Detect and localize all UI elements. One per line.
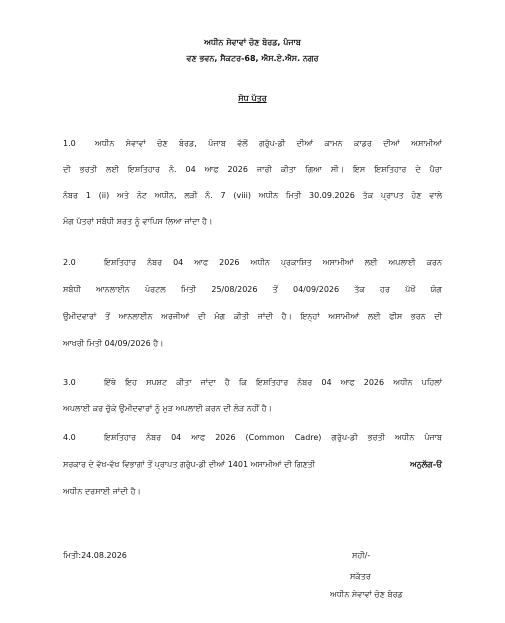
document-title-text: ਸੋਧ ਪੱਤਰ <box>238 94 267 103</box>
board-address-heading: ਵਣ ਭਵਨ, ਸੈਕਟਰ-68, ਐਸ.ਏ.ਐਸ. ਨਗਰ <box>186 54 319 63</box>
signatory-office: ਅਧੀਨ ਸੇਵਾਵਾਂ ਚੋਣ ਬੋਰਡ <box>330 590 403 599</box>
paragraph-3-line-2: ਅਪਲਾਈ ਕਰ ਚੁੱਕੇ ਉਮੀਦਵਾਰਾਂ ਨੂੰ ਮੁੜ ਅਪਲਾਈ ਕਰਨ ਦੀ ਲੋੜ ਨਹੀਂ ਹੈ। <box>63 404 272 413</box>
paragraph-1-number: 1.0 <box>63 139 76 148</box>
issue-date: ਮਿਤੀ:24.08.2026 <box>63 551 127 560</box>
paragraph-2-line-1: ਇਸ਼ਤਿਹਾਰ ਨੰਬਰ 04 ਆਫ 2026 ਅਧੀਨ ਪ੍ਰਕਾਸ਼ਿਤ ਅਸਾਮੀਆਂ ਲਈ ਅਪਲਾਈ ਕਰਨ <box>104 258 442 267</box>
paragraph-4-line-2-text: ਸਰਕਾਰ ਦੇ ਵੱਖ-ਵੱਖ ਵਿਭਾਗਾਂ ਤੋਂ ਪ੍ਰਾਪਤ ਗਰੁੱਪ-ਡੀ ਦੀਆਂ 1401 ਅਸਾਮੀਆਂ ਦੀ ਗਿਣਤੀ <box>63 460 316 469</box>
signatory-designation: ਸਕੱਤਰ <box>350 572 371 581</box>
paragraph-2-line-4: ਆਖਰੀ ਮਿਤੀ 04/09/2026 ਹੈ। <box>63 339 164 348</box>
paragraph-4-line-1: ਇਸ਼ਤਿਹਾਰ ਨੰਬਰ 04 ਆਫ 2026 (Common Cadre) ਗਰੁੱਪ-ਡੀ ਭਰਤੀ ਅਧੀਨ ਪੰਜਾਬ <box>104 433 442 442</box>
paragraph-1-line-2: ਦੀ ਭਰਤੀ ਲਈ ਇਸ਼ਤਿਹਾਰ ਨੰ. 04 ਆਫ 2026 ਜਾਰੀ ਕੀਤਾ ਗਿਆ ਸੀ। ਇਸ ਇਸ਼ਤਿਹਾਰ ਦੇ ਪੈਰਾ <box>63 165 442 174</box>
paragraph-1-line-1: ਅਧੀਨ ਸੇਵਾਵਾਂ ਚੋਣ ਬੋਰਡ, ਪੰਜਾਬ ਵੱਲੋਂ ਗਰੁੱਪ-ਡੀ ਦੀਆਂ ਕਾਮਨ ਕਾਡਰ ਦੀਆਂ ਅਸਾਮੀਆਂ <box>95 139 442 148</box>
paragraph-2-number: 2.0 <box>63 258 76 267</box>
paragraph-2-line-2: ਸਬੰਧੀ ਆਨਲਾਈਨ ਪੋਰਟਲ ਮਿਤੀ 25/08/2026 ਤੋਂ 04/09/2026 ਤੱਕ ਹਰ ਪੱਖੋਂ ਯੋਗ <box>63 285 442 294</box>
paragraph-1-line-3: ਨੰਬਰ 1 (ii) ਅਤੇ ਨੋਟ ਅਧੀਨ, ਲੜੀ ਨੰ. 7 (viii) ਅਧੀਨ ਮਿਤੀ 30.09.2026 ਤੱਕ ਪ੍ਰਾਪਤ ਹੋਣ ਵਾਲੇ <box>63 191 442 200</box>
paragraph-4-line-2 <box>63 460 442 470</box>
board-name-heading: ਅਧੀਨ ਸੇਵਾਵਾਂ ਚੋਣ ਬੋਰਡ, ਪੰਜਾਬ <box>204 38 301 47</box>
paragraph-4-line-3: ਅਧੀਨ ਦਰਸਾਈ ਜਾਂਦੀ ਹੈ। <box>63 487 141 496</box>
paragraph-2-line-3: ਉਮੀਦਵਾਰਾਂ ਤੋਂ ਆਨਲਾਈਨ ਅਰਜੀਆਂ ਦੀ ਮੰਗ ਕੀਤੀ ਜਾਂਦੀ ਹੈ। ਇਨ੍ਹਾਂ ਅਸਾਮੀਆਂ ਲਈ ਫੀਸ ਭਰਨ ਦੀ <box>63 312 442 321</box>
paragraph-1-line-4: ਮੰਗ ਪੱਤਰਾਂ ਸਬੰਧੀ ਸ਼ਰਤ ਨੂੰ ਵਾਪਿਸ ਲਿਆ ਜਾਂਦਾ ਹੈ। <box>63 217 213 226</box>
annexure-reference: ਅਨੁਲੱਗ-ੳ <box>410 460 442 469</box>
signature-mark: ਸਹੀ/- <box>352 551 371 560</box>
paragraph-4-number: 4.0 <box>63 433 76 442</box>
paragraph-3-line-1: ਇੱਥੇ ਇਹ ਸਪਸ਼ਟ ਕੀਤਾ ਜਾਂਦਾ ਹੈ ਕਿ ਇਸ਼ਤਿਹਾਰ ਨੰਬਰ 04 ਆਫ 2026 ਅਧੀਨ ਪਹਿਲਾਂ <box>104 378 442 387</box>
document-title <box>0 94 505 104</box>
paragraph-3-number: 3.0 <box>63 378 76 387</box>
